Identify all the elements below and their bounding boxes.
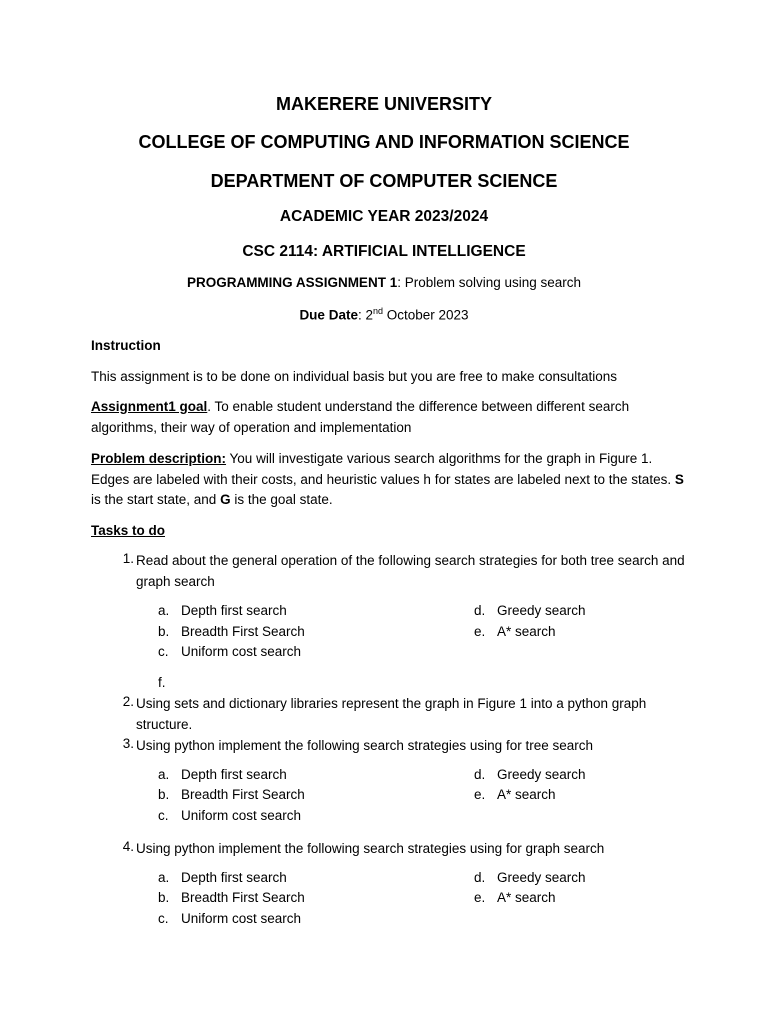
goal-label: Assignment1 goal — [91, 399, 208, 414]
college-title: COLLEGE OF COMPUTING AND INFORMATION SCIENCE — [138, 132, 630, 152]
list-item: c. Uniform cost search — [158, 808, 302, 823]
start-state: S — [674, 471, 684, 487]
course-title: CSC 2114: ARTIFICIAL INTELLIGENCE — [242, 243, 526, 260]
list-item: d. Greedy search — [474, 603, 586, 618]
list-item-f: f. — [158, 675, 166, 690]
goal-paragraph — [91, 397, 691, 438]
due-sup: nd — [372, 306, 383, 316]
task-3-text: Using python implement the following search strategies using for tree search — [136, 738, 593, 753]
instruction-text: This assignment is to be done on individual basis but you are free to make consultations — [91, 369, 618, 384]
university-title: MAKERERE UNIVERSITY — [275, 94, 493, 114]
due-label: Due Date — [299, 307, 358, 323]
list-item: e. A* search — [474, 890, 556, 905]
problem-text-2: is the start state, and — [91, 492, 221, 507]
list-item: a. Depth first search — [158, 870, 287, 885]
list-item: d. Greedy search — [474, 870, 586, 885]
tasks-heading: Tasks to do — [91, 523, 166, 538]
due-rest: October 2023 — [382, 307, 469, 323]
task-1-text: Read about the general operation of the following search strategies for both tree search and graph search — [136, 553, 685, 589]
instruction-heading: Instruction — [91, 338, 161, 353]
problem-text-3: is the goal state. — [230, 492, 333, 507]
list-item: a. Depth first search — [158, 603, 287, 618]
problem-paragraph — [91, 449, 691, 511]
list-item: b. Breadth First Search — [158, 624, 305, 639]
goal-state: G — [220, 492, 231, 507]
task-2-text: Using sets and dictionary libraries represent the graph in Figure 1 into a python graph structure. — [136, 696, 647, 732]
task-1-number: 1. — [122, 551, 134, 566]
due-day: : 2 — [357, 307, 373, 323]
list-item: b. Breadth First Search — [158, 890, 305, 905]
list-item: b. Breadth First Search — [158, 787, 305, 802]
due-date — [0, 306, 768, 323]
assignment-heading — [0, 275, 768, 290]
list-item: a. Depth first search — [158, 767, 287, 782]
list-item: c. Uniform cost search — [158, 911, 302, 926]
academic-year: ACADEMIC YEAR 2023/2024 — [279, 208, 489, 225]
problem-label: Problem description: — [91, 451, 227, 466]
task-4-text: Using python implement the following search strategies using for graph search — [136, 841, 605, 856]
problem-text-1: You will investigate various search algorithms for the graph in Figure 1. Edges are labeled with their costs, and heuristic values h for states are labeled next to the states. — [91, 451, 675, 487]
list-item: e. A* search — [474, 624, 556, 639]
assignment-label: PROGRAMMING ASSIGNMENT 1 — [186, 275, 398, 290]
task-2-number: 2. — [122, 694, 134, 709]
task-4-number: 4. — [122, 839, 134, 854]
list-item: c. Uniform cost search — [158, 644, 302, 659]
assignment-title: : Problem solving using search — [397, 275, 582, 290]
list-item: e. A* search — [474, 787, 556, 802]
department-title: DEPARTMENT OF COMPUTER SCIENCE — [210, 171, 558, 191]
list-item: d. Greedy search — [474, 767, 586, 782]
task-3-number: 3. — [122, 736, 134, 751]
goal-text: . To enable student understand the difference between different search algorithms, their way of operation and implementation — [91, 399, 630, 435]
